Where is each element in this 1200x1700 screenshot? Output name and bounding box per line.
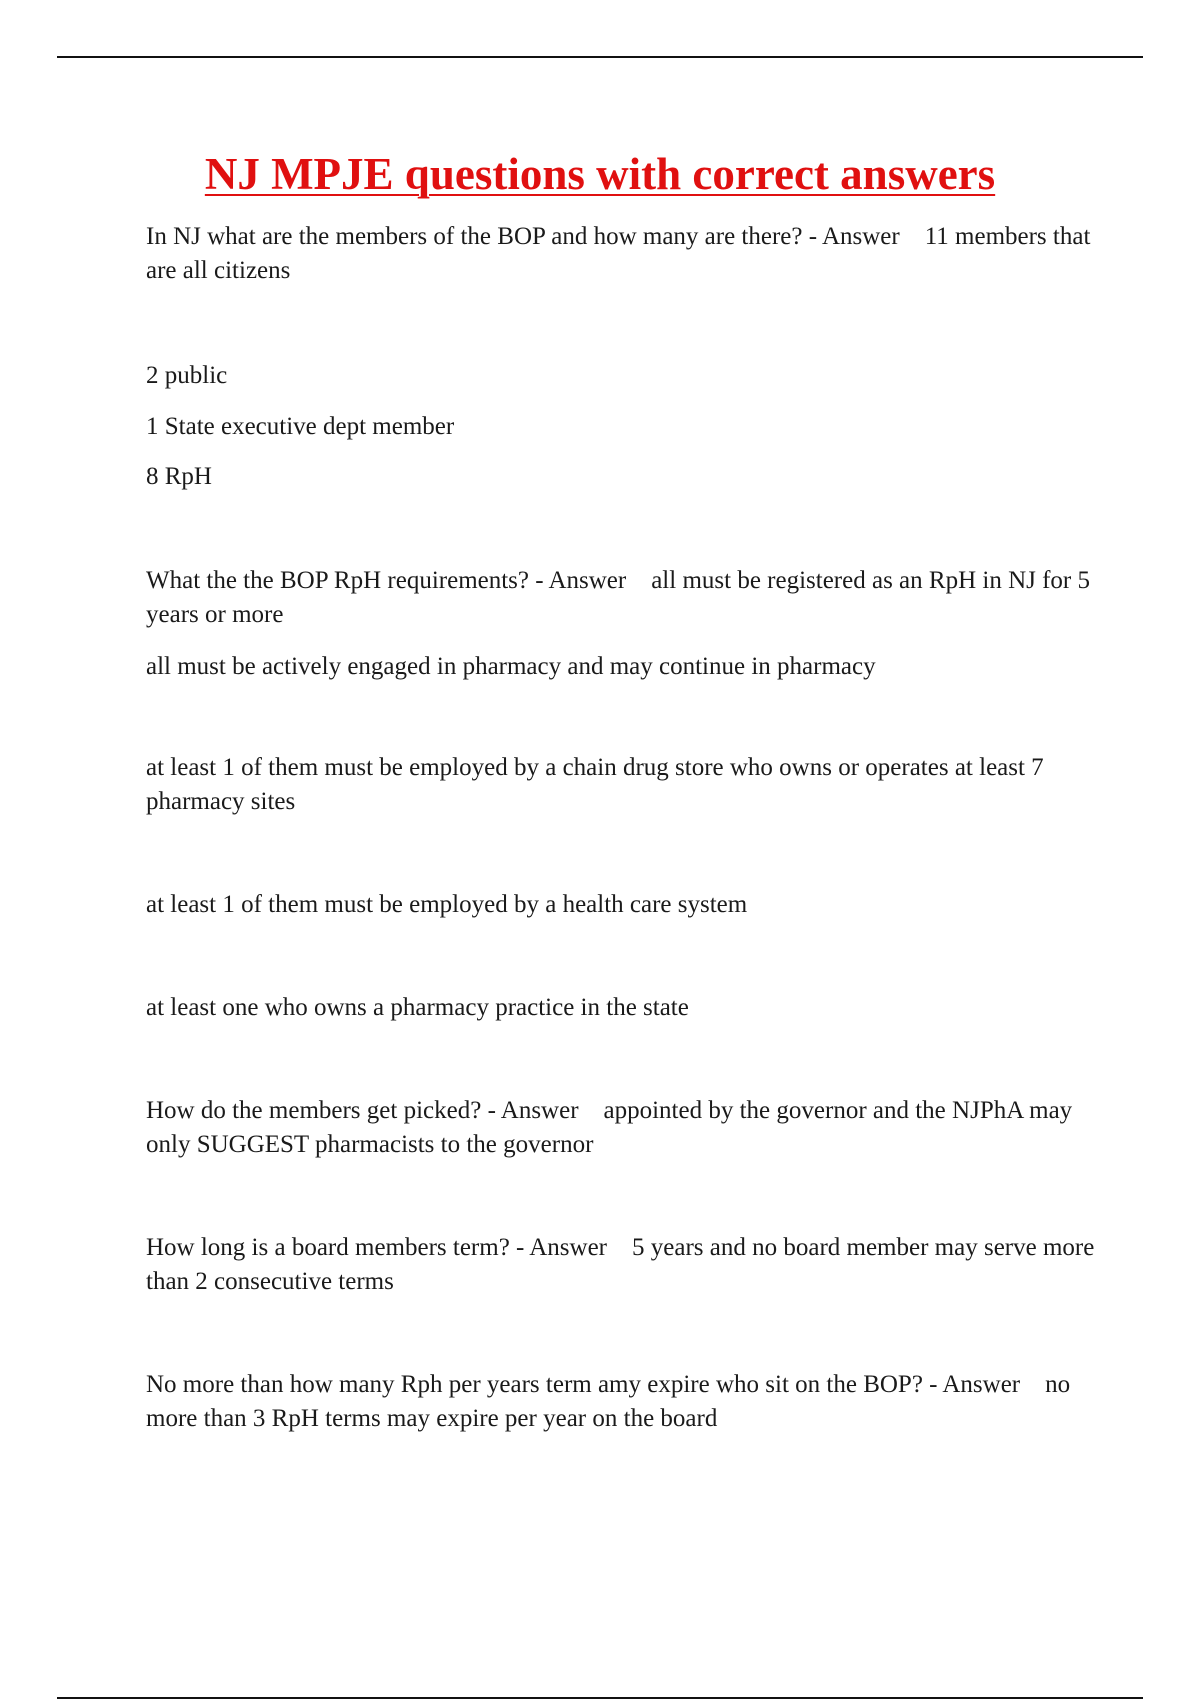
footer-rule xyxy=(57,1697,1143,1699)
question-term-expiry: No more than how many Rph per years term amy expire who sit on the BOP? - Answer no more than 3 RpH terms may expire per year on the board xyxy=(146,1371,1077,1432)
page-title-text: NJ MPJE questions with correct answers xyxy=(204,149,996,199)
answer-line-public: 2 public xyxy=(146,362,228,389)
answer-line-rph: 8 RpH xyxy=(146,463,212,490)
header-rule xyxy=(57,56,1143,58)
question-term-length: How long is a board members term? - Answer 5 years and no board member may serve more than 2 consecutive terms xyxy=(146,1234,1101,1295)
answer-line-pharmacy-owner: at least one who owns a pharmacy practice in the state xyxy=(146,994,689,1021)
answer-line-health-system: at least 1 of them must be employed by a health care system xyxy=(146,891,748,918)
question-bop-members: In NJ what are the members of the BOP and how many are there? - Answer 11 members that are all citizens xyxy=(146,223,1097,284)
question-rph-requirements: What the the BOP RpH requirements? - Answer all must be registered as an RpH in NJ for 5 years or more xyxy=(146,567,1097,628)
page-title xyxy=(0,146,1200,202)
question-member-selection: How do the members get picked? - Answer appointed by the governor and the NJPhA may only SUGGEST pharmacists to the governor xyxy=(146,1097,1079,1158)
answer-line-state-exec: 1 State executive dept member xyxy=(146,413,455,440)
answer-line-chain-store: at least 1 of them must be employed by a chain drug store who owns or operates at least 7 pharmacy sites xyxy=(146,754,1050,815)
answer-line-actively-engaged: all must be actively engaged in pharmacy and may continue in pharmacy xyxy=(146,653,876,680)
